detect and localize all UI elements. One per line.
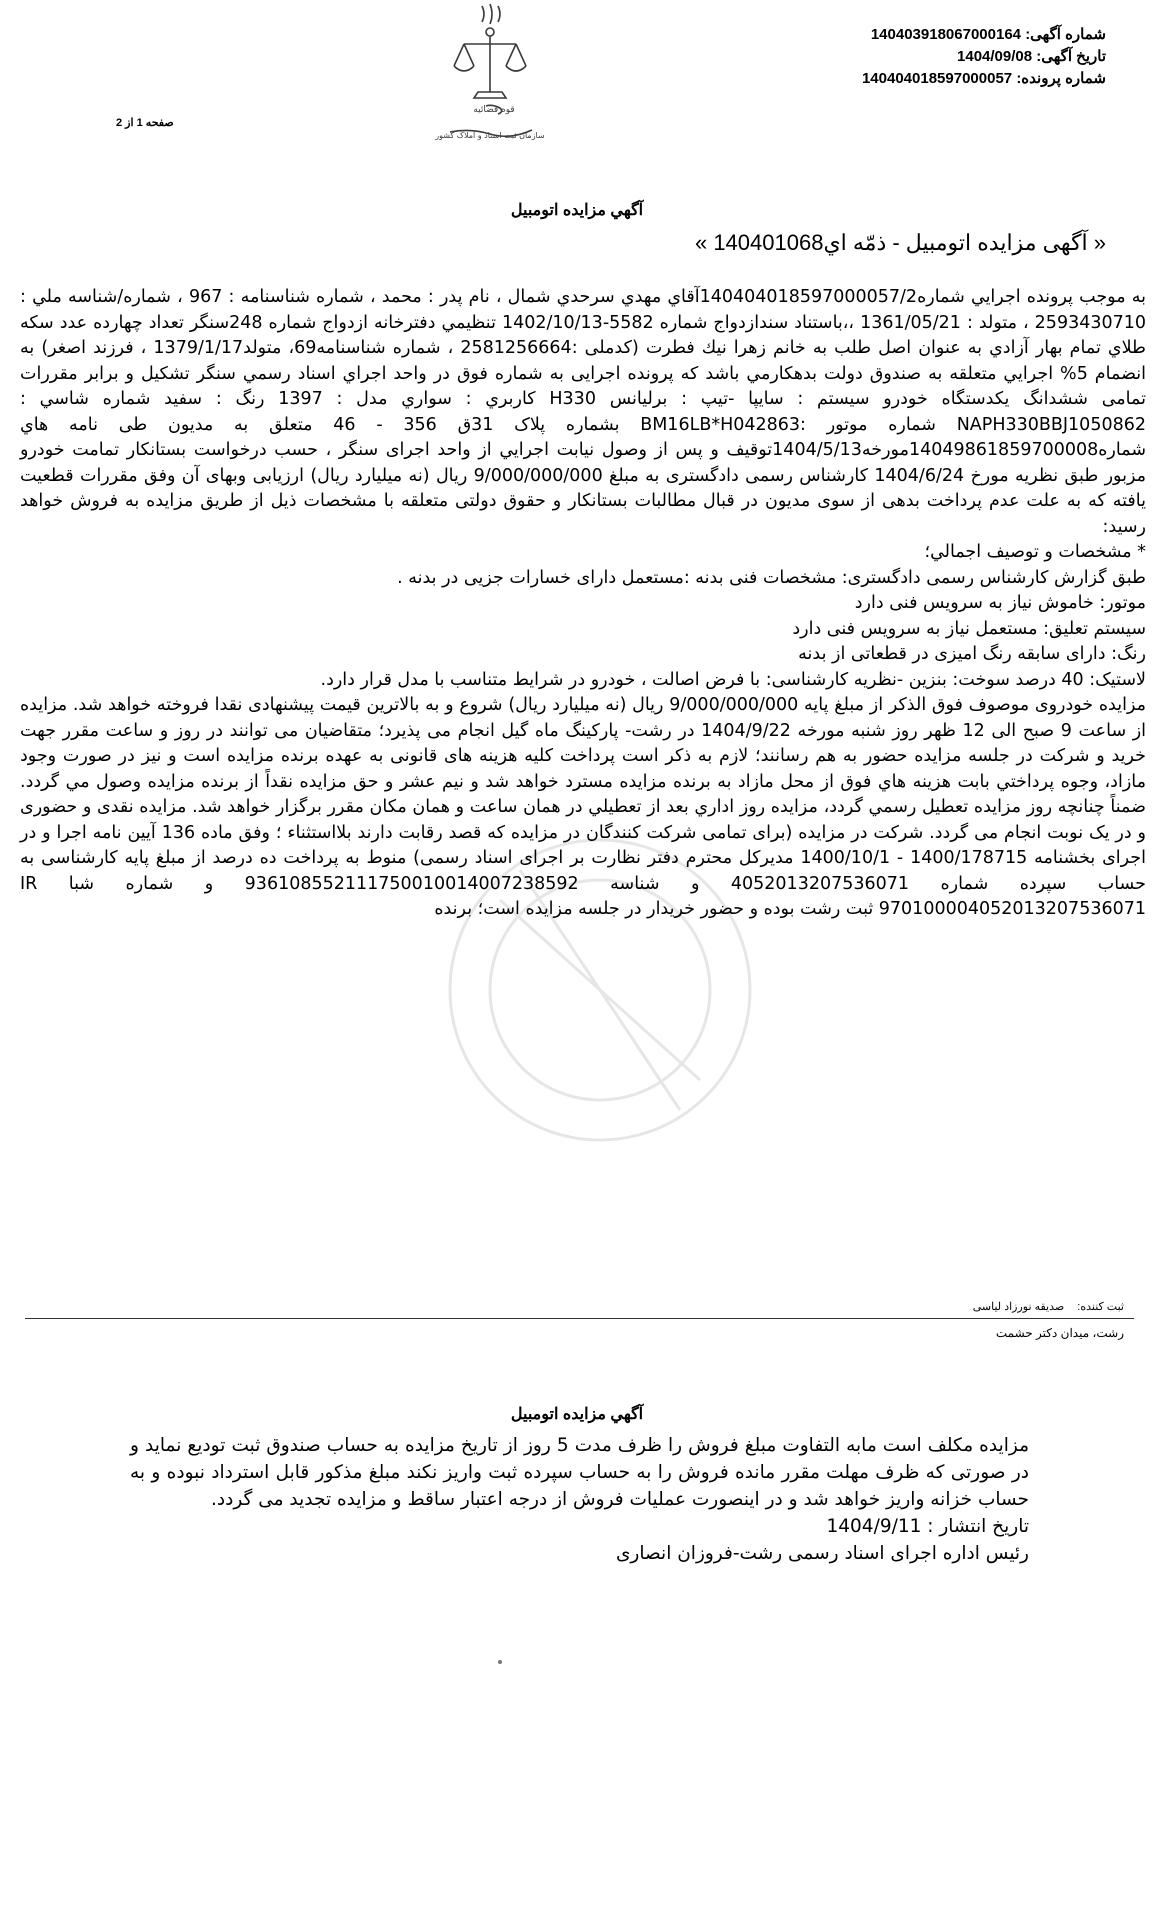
divider xyxy=(25,1318,1134,1319)
case-number: 140404018597000057 xyxy=(861,70,1013,87)
emblem-subtext: سازمان ثبت اسناد و املاک کشور xyxy=(435,131,545,140)
case-number-row xyxy=(862,68,1106,90)
ad-number-row xyxy=(862,24,1106,46)
office-address: رشت، میدان دکتر حشمت xyxy=(995,1326,1124,1340)
registrar-name: صدیقه نورزاد لیاسی xyxy=(972,1301,1065,1313)
registrar-label: ثبت كننده: xyxy=(1077,1301,1124,1313)
ad-number: 140403918067000164 xyxy=(870,26,1022,43)
body-paragraph: موتور: خاموش نیاز به سرویس فنی دارد xyxy=(854,593,1146,613)
body-paragraph: به موجب پرونده اجرايي شماره140404018597000057/2آقاي مهدي سرحدي شمال ، نام پدر : محمد ، شماره شناسنامه : 967 ، شماره/شناسه ملي : 2593430710 ، متولد : 1361/05/21 ،،باستناد سندازدواج شماره 5582-1402/10/13 تنظيمي دفترخانه ازدواج شماره 248سنگر تعداد چهارده عدد سکه طلاي تمام بهار آزادي به عنوان اصل طلب به خانم زهرا نيك فطرت (کدملی :2581256664 ، شماره شناسنامه69، متولد1379/1/17 ، فرزند اصغر) به انضمام 5% اجرايي متعلقه به صندوق دولت بدهکارمي باشد که پرونده اجرایی به شماره فوق در واحد اجراي اسناد رسمي سنگر تشکيل و برابر مقررات تمامی ششدانگ يکدستگاه خودرو سيستم : سايپا -تيپ : برليانس H330 کاربري : سواري مدل : 1397 رنگ : سفيد شماره شاسي : NAPH330BBJ1050862 شماره موتور :BM16LB*H042863 بشماره پلاک 31ق 356 - 46 متعلق به مديون طی نامه هاي شماره14049861859700008مورخه1404/5/13توقيف و پس از وصول نيابت اجرایي از واحد اجرای سنگر ، حسب درخواست بستانکار تمامت خودرو مزبور طبق نظريه مورخ 1404/6/24 کارشناس رسمی دادگستری به مبلغ 9/000/000/000 ريال (نه ميليارد ريال) ارزيابی وبهای آن وفق مقررات قطعيت يافته که به علت عدم پرداخت بدهی از سوی مديون در قبال مطالبات بستانکار و حقوق دولتی متعلقه با مشخصات ذيل از طريق مزايده به فروش خواهد رسيد: xyxy=(20,287,1147,537)
notice-subtitle: « آگهی مزایده اتومبیل - ذمّه اي140401068 » xyxy=(694,230,1106,255)
body-paragraph: رنگ: دارای سابقه رنگ امیزی در قطعاتی از بدنه xyxy=(798,644,1146,664)
body-paragraph: سیستم تعلیق: مستعمل نیاز به سرویس فنی دارد xyxy=(792,618,1146,639)
stray-mark xyxy=(498,1660,502,1664)
registrar-line xyxy=(963,1300,1124,1313)
ad-date-label: تاریخ آگهی: xyxy=(1036,48,1106,65)
notice-body-page2 xyxy=(130,1432,1029,1567)
notice-meta xyxy=(862,24,1106,90)
notice-title-page2: آگهي مزايده اتومبيل xyxy=(510,1406,644,1423)
publish-date: تاريخ انتشار : 1404/9/11 xyxy=(826,1516,1029,1537)
signatory: رئيس اداره اجرای اسناد رسمی رشت-فروزان انصاری xyxy=(615,1543,1029,1564)
body-paragraph: لاستیک: 40 درصد سوخت: بنزین -نظریه کارشناسی: با فرض اصالت ، خودرو در شرایط متناسب با مدل قرار دارد. xyxy=(320,669,1146,690)
ad-date-row xyxy=(862,46,1106,68)
body-paragraph: * مشخصات و توصيف اجمالي؛ xyxy=(924,542,1146,562)
body-paragraph: مزايده مکلف است مابه التفاوت مبلغ فروش را ظرف مدت 5 روز از تاريخ مزايده به حساب صندوق ثبت توديع نمايد و در صورتی که ظرف مهلت مقرر مانده فروش را به حساب سپرده ثبت واريز نکند مبلغ مذکور قابل استرداد نبوده و به حساب خزانه واريز خواهد شد و در اينصورت عمليات فروش از درجه اعتبار ساقط و مزايده تجديد می گردد. xyxy=(130,1435,1029,1510)
body-paragraph: طبق گزارش کارشناس رسمی دادگستری: مشخصات فنی بدنه :مستعمل دارای خسارات جزیی در بدنه . xyxy=(397,567,1146,588)
ad-number-label: شماره آگهی: xyxy=(1025,26,1106,43)
notice-body xyxy=(20,285,1146,923)
notice-title: آگهي مزايده اتومبيل xyxy=(510,202,644,219)
page-indicator: صفحه 1 از 2 xyxy=(116,117,174,129)
scales-of-justice-icon xyxy=(420,0,560,160)
ad-date: 1404/09/08 xyxy=(957,48,1033,65)
emblem-text: قوه قضائیه xyxy=(473,105,515,115)
case-number-label: شماره پرونده: xyxy=(1016,70,1106,87)
body-paragraph: مزايده خودروی موصوف فوق الذکر از مبلغ پايه 9/000/000/000 ريال (نه ميليارد ريال) شروع و به بالاترين قيمت پيشنهادی نقدا فروخته خواهد شد. مزايده از ساعت 9 صبح الی 12 ظهر روز شنبه مورخه 1404/9/22 در رشت- پارکینگ ماه گیل انجام می پذیرد؛ متقاضیان می توانند در روز و ساعت مقرر جهت خريد و شرکت در جلسه مزايده حضور به هم رسانند؛ لازم به ذکر است پرداخت کليه هزينه های قانونی به عهده برنده مزايده است و نيز در صورت وجود مازاد، وجوه پرداختي بابت هزينه هاي فوق از محل مازاد به برنده مزايده مسترد خواهد شد و نيم عشر و حق مزايده نقداً از برنده مزايده وصول مي گردد. ضمناً چنانچه روز مزايده تعطيل رسمي گردد، مزايده روز اداري بعد از تعطيلي در همان ساعت و همان مکان مقرر برگزار خواهد شد. مزايده نقدی و حضوری و در يک نوبت انجام می گردد. شرکت در مزايده (برای تمامی شرکت کنندگان در مزايده که قصد رقابت دارند بلااستثناء ؛ وفق ماده 136 آيين نامه اجرا و در اجرای بخشنامه 1400/178715 - 1400/10/1 مديرکل محترم دفتر نظارت بر اجرای اسناد رسمی) منوط به پرداخت ده درصد از مبلغ پايه کارشناسی به حساب سپرده شماره 4052013207536071 و شناسه 936108552111750010014007238592 و شماره شبا IR 970100004052013207536071 ثبت رشت بوده و حضور خريدار در جلسه مزايده است؛ برنده xyxy=(20,695,1147,919)
